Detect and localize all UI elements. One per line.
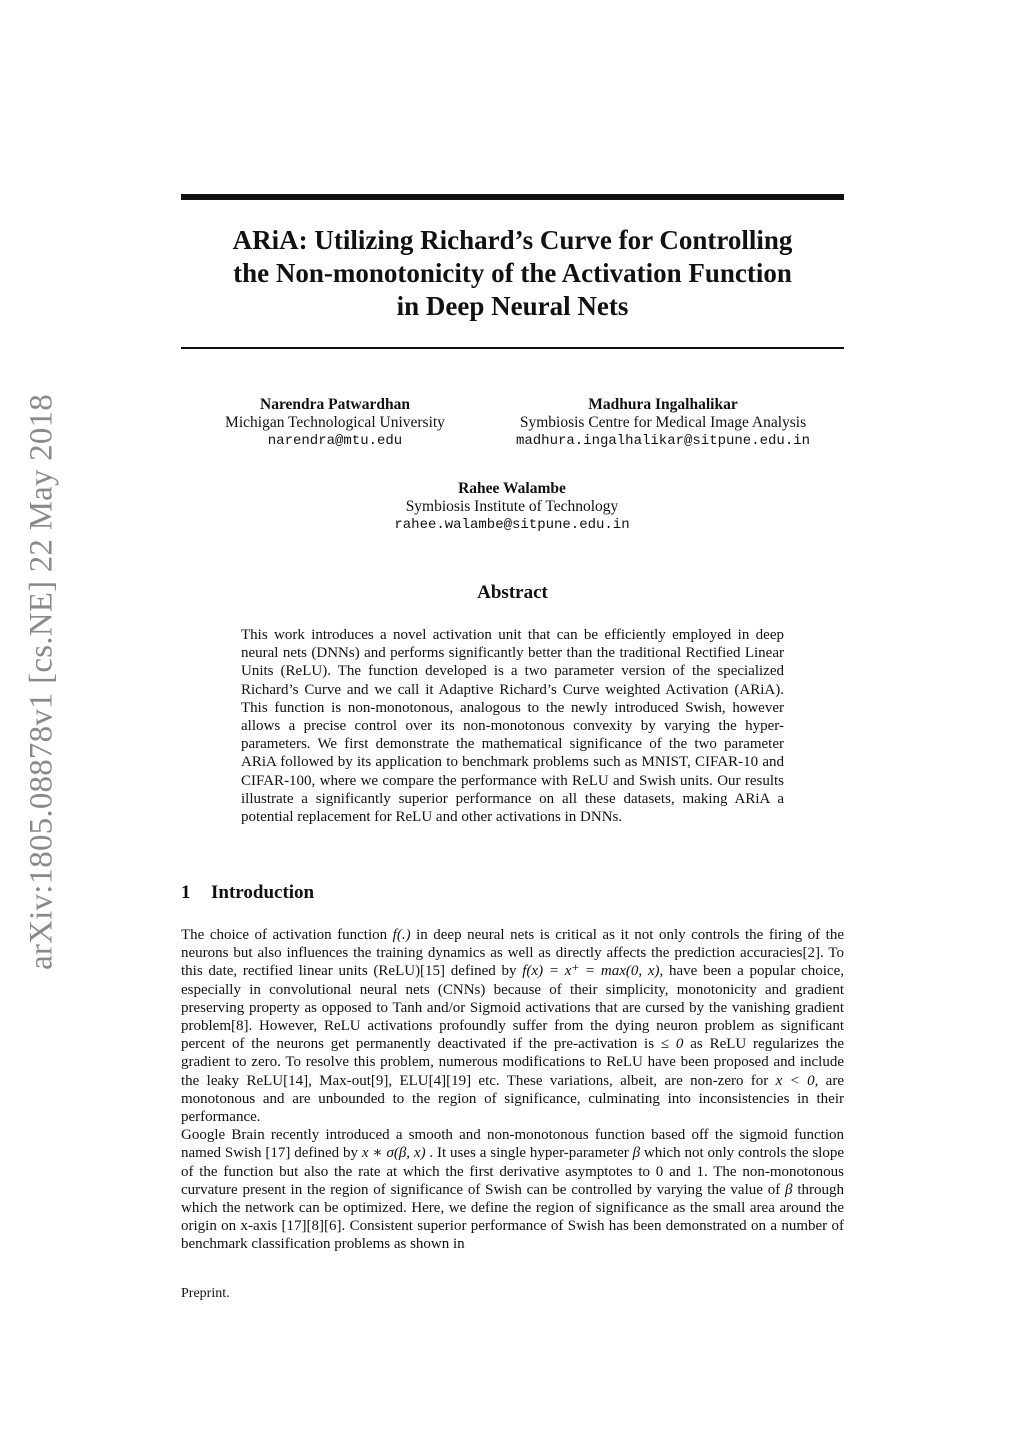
preprint-footer: Preprint. [181, 1286, 230, 1301]
title-line: the Non-monotonicity of the Activation Function [233, 258, 792, 288]
author-affiliation: Symbiosis Centre for Medical Image Analysis [519, 414, 807, 431]
abstract-heading: Abstract [477, 582, 548, 603]
author-block [312, 480, 712, 534]
paragraph [181, 926, 844, 1126]
title-bottom-rule [181, 347, 844, 349]
text-run: , are monotonous and are unbounded to the region of significance, culminating into inconsistencies in their performance. [181, 1072, 844, 1126]
section-heading [181, 882, 314, 904]
math-inline: β [632, 1145, 641, 1162]
author-name: Madhura Ingalhalikar [588, 396, 738, 413]
section-title: Introduction [211, 882, 315, 903]
author-affiliation: Symbiosis Institute of Technology [405, 498, 619, 515]
abstract-text: This work introduces a novel activation unit that can be efficiently employed in deep neural nets (DNNs) and performs significantly better than the traditional Rectified Linear Units (ReLU). The function developed is a two parameter version of the specialized Richard’s Curve and we call it Adaptive Richard’s Curve weighted Activation (ARiA). This function is non-monotonous, analogous to the newly introduced Swish, however allows a precise control over its non-monotonous convexity by varying the hyper-parameters. We first demonstrate the mathematical significance of the two parameter ARiA followed by its application to benchmark problems such as MNIST, CIFAR-10 and CIFAR-100, where we compare the performance with ReLU and Swish units. Our results illustrate a significantly superior performance on all these datasets, making ARiA a potential replacement for ReLU and other activations in DNNs. [241, 627, 784, 826]
paragraph [181, 1126, 844, 1253]
math-inline: f(.) [392, 927, 411, 943]
math-inline: f(x) = x⁺ = max(0, x) [522, 963, 660, 980]
introduction-body [181, 926, 844, 1254]
author-block [190, 396, 480, 450]
author-email[interactable]: madhura.ingalhalikar@sitpune.edu.in [515, 433, 811, 449]
author-affiliation: Michigan Technological University [225, 414, 445, 431]
text-run: . It uses a single hyper-parameter [425, 1145, 633, 1162]
author-email[interactable]: narendra@mtu.edu [267, 433, 403, 449]
author-block [468, 396, 858, 450]
text-run: , have been a popular choice, especially in convolutional neural nets (CNNs) because of their simplicity, monotonicity and gradient preserving property as opposed to Tanh and/or Sigmoid activations that are cursed by the vanishing gradient problem[8]. However, ReLU activations profoundly suffer from the dying neuron problem as significant percent of the neurons get permanently deactivated if the pre-activation is [181, 963, 844, 1053]
author-name: Narendra Patwardhan [260, 396, 410, 413]
title-line: ARiA: Utilizing Richard’s Curve for Controlling [232, 225, 793, 255]
text-run: The choice of activation function [181, 927, 393, 943]
section-number: 1 [181, 882, 191, 903]
math-inline: x < 0 [775, 1072, 815, 1089]
title-line: in Deep Neural Nets [396, 291, 629, 321]
author-email[interactable]: rahee.walambe@sitpune.edu.in [394, 517, 630, 533]
math-inline: ≤ 0 [660, 1036, 684, 1053]
author-name: Rahee Walambe [458, 480, 566, 497]
text-run: through which the network can be optimized. Here, we define the region of significance as the small area around the origin on x-axis [17][8][6]. Consistent superior performance of Swish has been demonstrated on a number of benchmark classification problems as shown in [181, 1181, 844, 1253]
text-run: which not only controls the slope of the function but also the rate at which the first derivative asymptotes to 0 and 1. The non-monotonous curvature present in the region of significance of Swish can be controlled by varying the value of [181, 1145, 844, 1198]
text-run: as ReLU regularizes the gradient to zero. To resolve this problem, numerous modifications to ReLU have been proposed and include the leaky ReLU[14], Max-out[9], ELU[4][19] etc. These variations, albeit, are non-zero for [181, 1036, 844, 1089]
paper-title [181, 224, 844, 323]
text-run: in deep neural nets is critical as it not only controls the firing of the neurons but also influences the training dynamics as well as directly affects the prediction accuracies[2]. To this date, rectified linear units (ReLU)[15] defined by [181, 927, 844, 980]
text-run: Google Brain recently introduced a smooth and non-monotonous function based off the sigmoid function named Swish [17] defined by [181, 1127, 844, 1162]
title-top-rule [181, 194, 844, 200]
math-inline: β [785, 1181, 793, 1198]
arxiv-identifier-stamp: arXiv:1805.08878v1 [cs.NE] 22 May 2018 [23, 394, 60, 970]
math-inline: x ∗ σ(β, x) [361, 1145, 426, 1162]
